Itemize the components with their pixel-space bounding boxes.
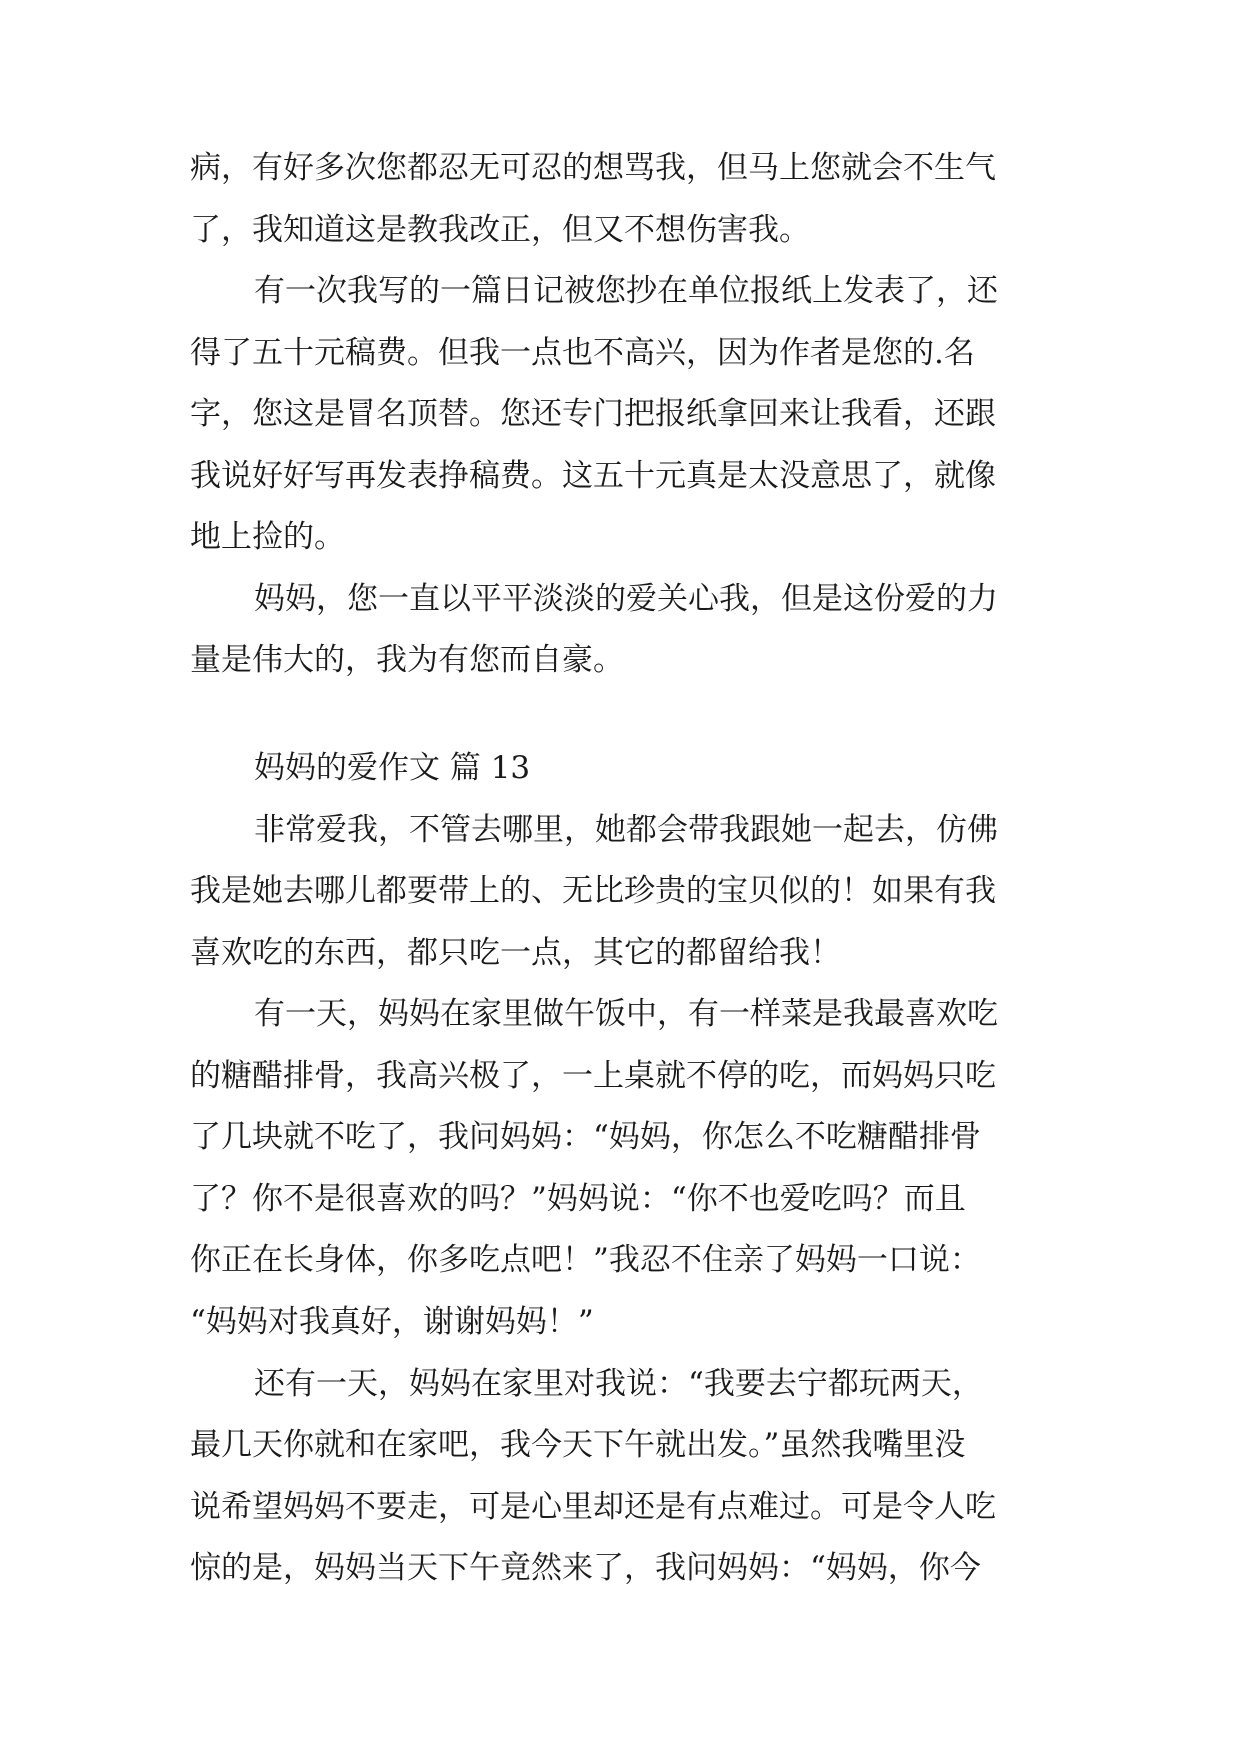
text-line: 惊的是，妈妈当天下午竟然来了，我问妈妈：“妈妈，你今 <box>190 1550 981 1586</box>
text-line: 你正在长身体，你多吃点吧！”我忍不住亲了妈妈一口说： <box>190 1242 981 1278</box>
text-line: 字，您这是冒名顶替。您还专门把报纸拿回来让我看，还跟 <box>190 396 996 432</box>
text-line: 我是她去哪儿都要带上的、无比珍贵的宝贝似的！如果有我 <box>190 873 996 909</box>
text-line: 了，我知道这是教我改正，但又不想伤害我。 <box>190 212 810 248</box>
paragraph-first-line: 有一天，妈妈在家里做午饭中，有一样菜是我最喜欢吃 <box>254 996 998 1032</box>
paragraph-first-line: 妈妈，您一直以平平淡淡的爱关心我，但是这份爱的力 <box>254 581 998 617</box>
paragraph-first-line: 有一次我写的一篇日记被您抄在单位报纸上发表了，还 <box>254 273 998 309</box>
text-line: 喜欢吃的东西，都只吃一点，其它的都留给我！ <box>190 935 841 971</box>
text-line: 了几块就不吃了，我问妈妈：“妈妈，你怎么不吃糖醋排骨 <box>190 1119 981 1155</box>
text-line: 说希望妈妈不要走，可是心里却还是有点难过。可是令人吃 <box>190 1489 996 1525</box>
text-line: 量是伟大的，我为有您而自豪。 <box>190 642 624 678</box>
section-heading: 妈妈的爱作文 篇 13 <box>254 750 531 786</box>
text-line: 得了五十元稿费。但我一点也不高兴，因为作者是您的.名 <box>190 335 975 371</box>
text-line: 病，有好多次您都忍无可忍的想骂我，但马上您就会不生气 <box>190 150 996 186</box>
text-line: 了？你不是很喜欢的吗？”妈妈说：“你不也爱吃吗？而且 <box>190 1181 966 1217</box>
text-line: 地上捡的。 <box>190 519 345 555</box>
text-line: “妈妈对我真好，谢谢妈妈！” <box>190 1304 594 1340</box>
text-line: 最几天你就和在家吧，我今天下午就出发。”虽然我嘴里没 <box>190 1427 966 1463</box>
text-line: 的糖醋排骨，我高兴极了，一上桌就不停的吃，而妈妈只吃 <box>190 1058 996 1094</box>
paragraph-first-line: 还有一天，妈妈在家里对我说：“我要去宁都玩两天， <box>254 1366 983 1402</box>
paragraph-first-line: 非常爱我，不管去哪里，她都会带我跟她一起去，仿佛 <box>254 812 998 848</box>
text-line: 我说好好写再发表挣稿费。这五十元真是太没意思了，就像 <box>190 458 996 494</box>
